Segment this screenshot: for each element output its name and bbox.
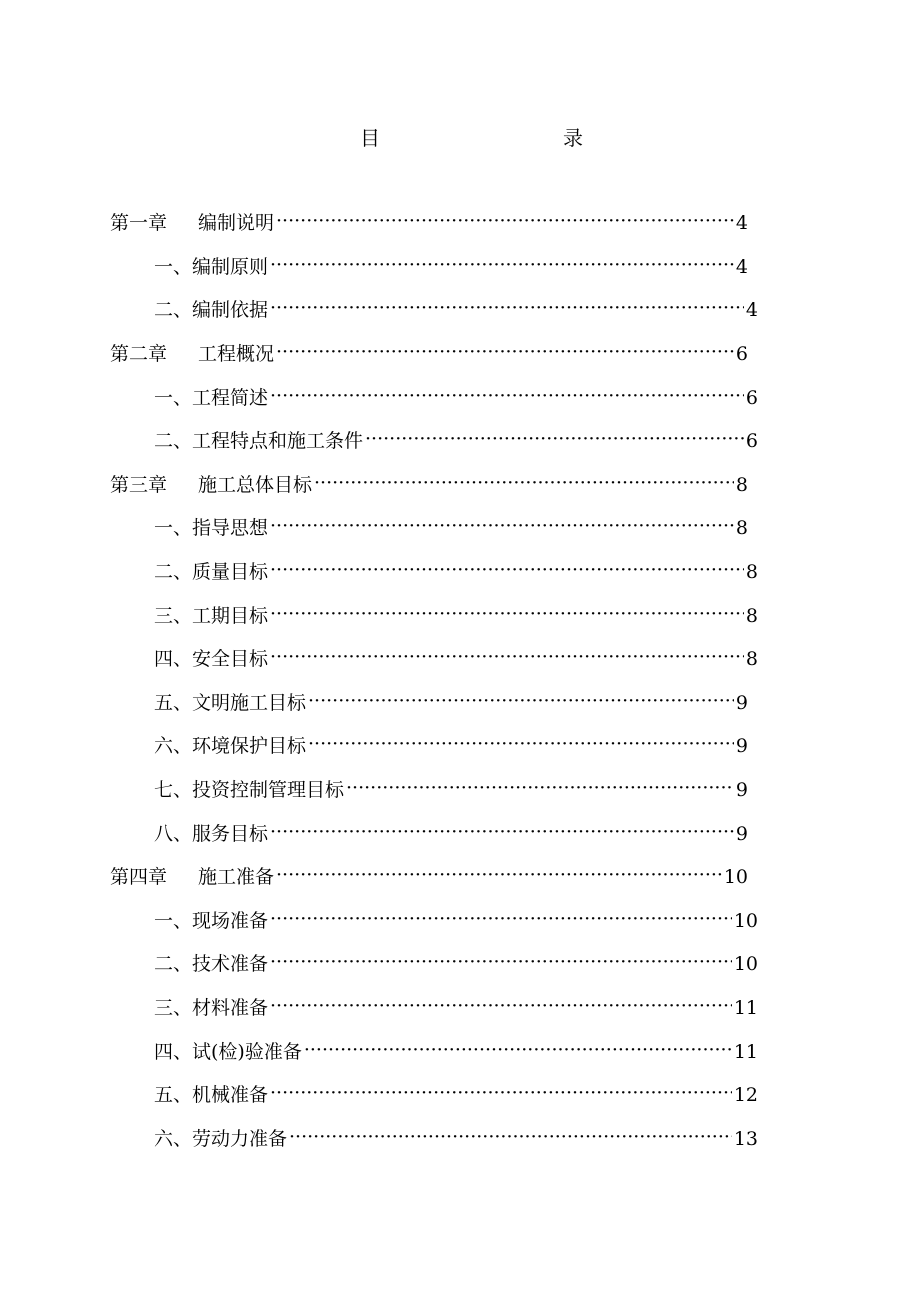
toc-entry-label [110, 345, 274, 364]
toc-chapter-entry[interactable] [0, 856, 920, 900]
toc-entry-text: 三、材料准备 [154, 996, 269, 1019]
toc-dot-leader [308, 737, 734, 756]
toc-entry-text: 编制说明 [198, 212, 275, 235]
toc-section-entry[interactable] [0, 900, 920, 944]
toc-dot-leader [270, 258, 734, 277]
toc-page-number: 11 [733, 996, 758, 1019]
toc-page-number: 13 [733, 1127, 758, 1150]
toc-entry-label [110, 473, 313, 496]
toc-chapter-number: 第二章 [110, 343, 168, 366]
toc-dot-leader [270, 389, 744, 408]
toc-section-entry[interactable] [0, 376, 920, 420]
toc-page-number: 9 [735, 735, 748, 758]
toc-page-number: 6 [735, 343, 748, 366]
toc-page-number: 8 [735, 473, 748, 496]
toc-page-number: 8 [745, 604, 758, 627]
toc-entry-text: 施工准备 [198, 866, 275, 889]
toc-chapter-entry[interactable] [0, 464, 920, 508]
toc-dot-leader [270, 912, 732, 931]
toc-title-left: 目 [360, 126, 380, 150]
toc-page-number: 9 [735, 779, 748, 802]
toc-section-entry[interactable] [0, 812, 920, 856]
toc-entry-label [154, 822, 269, 845]
toc-entry-label [154, 563, 268, 582]
toc-page-number: 10 [723, 866, 748, 889]
toc-entry-text: 五、文明施工目标 [154, 691, 307, 714]
toc-page-number: 8 [745, 561, 758, 584]
toc-entry-text: 七、投资控制管理目标 [154, 779, 345, 802]
toc-entry-label [154, 301, 268, 320]
toc-section-entry[interactable] [0, 943, 920, 987]
toc-page-number: 8 [745, 648, 758, 671]
toc-entry-label [110, 868, 274, 887]
toc-entry-text: 一、工程简述 [154, 386, 269, 409]
toc-entry-label [154, 386, 269, 409]
toc-entry-label [154, 604, 269, 627]
toc-title [0, 122, 920, 152]
toc-section-entry[interactable] [0, 507, 920, 551]
toc-chapter-number: 第三章 [110, 473, 168, 496]
toc-section-entry[interactable] [0, 1074, 920, 1118]
toc-section-entry[interactable] [0, 1030, 920, 1074]
toc-entry-text: 二、技术准备 [154, 953, 269, 976]
toc-entry-text: 二、编制依据 [154, 299, 269, 322]
toc-section-entry[interactable] [0, 594, 920, 638]
toc-page-number: 6 [745, 386, 758, 409]
toc-entry-label [154, 1040, 302, 1063]
toc-entry-text: 八、服务目标 [154, 822, 269, 845]
toc-entry-text: 五、机械准备 [154, 1084, 269, 1107]
toc-section-entry[interactable] [0, 289, 920, 333]
toc-section-entry[interactable] [0, 246, 920, 290]
toc-section-entry[interactable] [0, 638, 920, 682]
toc-dot-leader [304, 1043, 732, 1062]
toc-dot-leader [276, 214, 734, 233]
toc-entry-text: 二、质量目标 [154, 561, 269, 584]
toc-entry-label [154, 737, 306, 756]
toc-dot-leader [270, 999, 732, 1018]
toc-dot-leader [270, 955, 732, 974]
toc-entry-text: 一、现场准备 [154, 909, 269, 932]
toc-section-entry[interactable] [0, 987, 920, 1031]
toc-page-number: 9 [735, 822, 748, 845]
toc-section-entry[interactable] [0, 1117, 920, 1161]
toc-entry-text: 一、编制原则 [154, 255, 269, 278]
toc-dot-leader [314, 476, 734, 495]
toc-page-number: 11 [733, 1040, 758, 1063]
toc-dot-leader [270, 825, 734, 844]
toc-section-entry[interactable] [0, 551, 920, 595]
toc-entry-text: 六、环境保护目标 [154, 735, 307, 758]
toc-dot-leader [365, 432, 744, 451]
toc-dot-leader [308, 694, 734, 713]
toc-page-number: 8 [735, 517, 748, 540]
toc-chapter-number: 第四章 [110, 866, 168, 889]
toc-dot-leader [276, 345, 734, 364]
toc-title-right: 录 [563, 126, 583, 150]
toc-page-number: 12 [733, 1084, 758, 1107]
toc-entry-label [154, 255, 269, 278]
toc-entry-text: 施工总体目标 [198, 473, 313, 496]
toc-dot-leader [270, 607, 744, 626]
toc-page-number: 10 [733, 909, 758, 932]
toc-entry-text: 三、工期目标 [154, 604, 269, 627]
toc-page-number: 10 [733, 953, 758, 976]
toc-entry-text: 四、试(检)验准备 [154, 1040, 302, 1063]
toc-page-number: 9 [735, 691, 748, 714]
toc-chapter-entry[interactable] [0, 202, 920, 246]
toc-entry-label [154, 432, 363, 451]
toc-entry-label [154, 691, 307, 714]
toc-entry-label [154, 996, 269, 1019]
toc-page-number: 6 [745, 430, 758, 453]
toc-entry-label [154, 781, 344, 800]
toc-entry-text: 四、安全目标 [154, 648, 269, 671]
toc-dot-leader [270, 563, 744, 582]
toc-dot-leader [270, 650, 744, 669]
toc-dot-leader [346, 781, 734, 800]
toc-entry-text: 二、工程特点和施工条件 [154, 430, 364, 453]
toc-entry-text: 工程概况 [198, 343, 275, 366]
toc-chapter-number: 第一章 [110, 212, 168, 235]
toc-dot-leader [270, 301, 744, 320]
toc-list [0, 202, 920, 1161]
toc-entry-label [154, 1086, 268, 1105]
toc-entry-text: 一、指导思想 [154, 517, 269, 540]
toc-entry-label [154, 955, 268, 974]
toc-entry-label [154, 909, 269, 932]
toc-page-number: 4 [745, 299, 758, 322]
toc-section-entry[interactable] [0, 420, 920, 464]
toc-entry-label [154, 1127, 288, 1150]
toc-dot-leader [270, 519, 734, 538]
toc-chapter-entry[interactable] [0, 333, 920, 377]
toc-entry-label [154, 519, 268, 538]
toc-page-number: 4 [735, 255, 748, 278]
toc-dot-leader [276, 868, 722, 887]
toc-section-entry[interactable] [0, 682, 920, 726]
toc-entry-text: 六、劳动力准备 [154, 1127, 288, 1150]
toc-entry-label [110, 214, 274, 233]
toc-page-number: 4 [735, 212, 748, 235]
toc-entry-label [154, 650, 268, 669]
toc-section-entry[interactable] [0, 769, 920, 813]
toc-dot-leader [289, 1130, 732, 1149]
toc-dot-leader [270, 1086, 732, 1105]
toc-section-entry[interactable] [0, 725, 920, 769]
